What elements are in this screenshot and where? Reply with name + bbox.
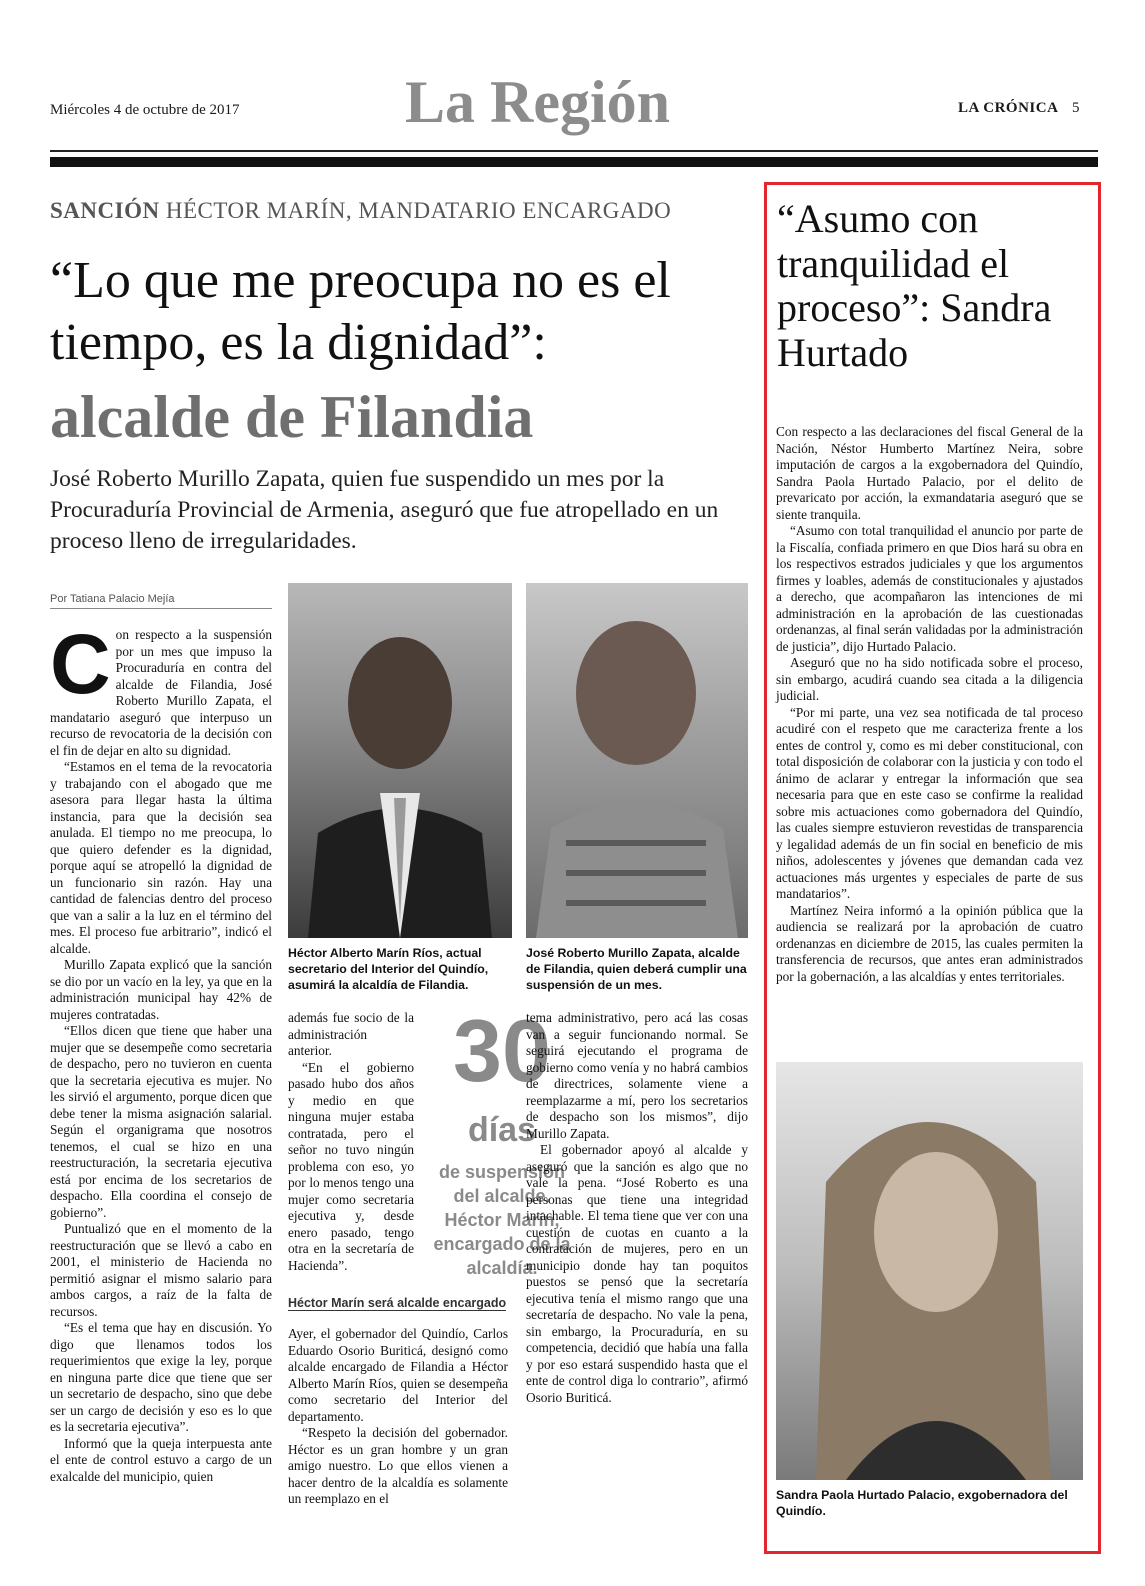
paragraph: Aseguró que no ha sido notificada sobre el proceso, sin embargo, acudirá cuando sea citada a la diligencia judicial. xyxy=(776,655,1083,703)
pullquote-text: de suspensión del alcalde. Héctor Marín, encargado de la alcaldía. xyxy=(433,1162,571,1278)
issue-date: Miércoles 4 de octubre de 2017 xyxy=(50,102,240,118)
paragraph: Informó que la queja interpuesta ante el ente de control estuvo a cargo de un exalcalde del municipio, quien xyxy=(50,1435,272,1484)
header-rule-thin xyxy=(50,150,1098,152)
photo-caption: José Roberto Murillo Zapata, alcalde de Filandia, quien deberá cumplir una suspensión de un mes. xyxy=(526,946,747,992)
sidebar-body xyxy=(776,424,1083,985)
sidebar-headline: “Asumo con tranquilidad el proceso”: Sandra Hurtado xyxy=(777,196,1052,375)
paragraph: “Asumo con total tranquilidad el anuncio por parte de la Fiscalía, confiada primero en que Dios hará su obra en los respectivos estrados judiciales y que los argumentos firmes y loables, además de constitucionales y ajustados a derecho, que acompañaron las intenciones de mi administración en la aprobación de las cuestionadas ordenanzas, al final serán validadas por la administración de justicia”, dijo Hurtado Palacio. xyxy=(776,523,1083,654)
paragraph: tema administrativo, pero acá las cosas van a seguir funcionando normal. Se seguirá ejecutando el programa de gobierno como venía y no habrá cambios de directrices, solamente viene a reemplazarme a mí, pero los secretarios de despacho son los mismos”, dijo Murillo Zapata. xyxy=(526,1010,748,1141)
paragraph: además fue socio de la administración anterior. xyxy=(288,1010,414,1058)
article-deck: José Roberto Murillo Zapata, quien fue suspendido un mes por la Procuraduría Provincial de Armenia, aseguró que fue atropellado en un proceso lleno de irregularidades. xyxy=(50,466,719,554)
page-number: 5 xyxy=(1072,100,1080,116)
article-subhead: Héctor Marín será alcalde encargado xyxy=(288,1296,507,1310)
article-kicker xyxy=(50,198,671,224)
photo-hector-marin xyxy=(288,583,512,938)
article-column-2 xyxy=(288,1010,414,1274)
pullquote-unit: días xyxy=(467,1111,537,1149)
section-masthead: La Región xyxy=(405,69,671,135)
photo-jose-murillo xyxy=(526,583,748,938)
paragraph: “Respeto la decisión del gobernador. Héctor es un gran hombre y un gran amigo nuestro. Lo que ellos vienen a hacer dentro de la alcaldía es solamente un reemplazo en el xyxy=(288,1425,508,1506)
paragraph: “Estamos en el tema de la revocatoria y trabajando con el abogado que me asesora para llegar hasta la última instancia, para que la decisión sea anulada. El tiempo no me preocupa, lo que quiero defender es la dignidad, porque aquí se atropelló la dignidad de un funcionario sin razón. Hay una cantidad de falencias dentro del proceso que van a salir a la luz en el término del mes. El proceso fue arbitrario”, indicó el alcalde. xyxy=(50,759,272,956)
portrait-silhouette-icon xyxy=(288,583,512,938)
paragraph: Ayer, el gobernador del Quindío, Carlos Eduardo Osorio Buriticá, designó como alcalde encargado de Filandia a Héctor Alberto Marín Ríos, quien se desempeña como secretario del Interior del departamento. xyxy=(288,1326,508,1424)
article-column-2-lower xyxy=(288,1326,508,1508)
photo-sandra-hurtado xyxy=(776,1062,1083,1480)
drop-cap: C xyxy=(50,617,111,711)
paragraph: El gobernador apoyó al alcalde y aseguró que la sanción es algo que no vale la pena. “José Roberto es una personas que tiene una integridad intachable. El tema tiene que ver con una cuestión de cuotas en cuanto a la contratación de mujeres, pero en un municipio donde hay tan poquitos puestos se pensó que la secretaría ejecutiva tenía el mismo rango que una secretaría de despacho. No vale la pena, sin embargo, la Procuraduría, en su competencia, decidió que había una falla y por eso estará suspendido hasta que el ente de control diga lo contrario”, afirmó Osorio Buriticá. xyxy=(526,1142,748,1405)
paragraph: Martínez Neira informó a la opinión pública que la audiencia se realizará por la aprobación de cuatro ordenanzas en diciembre de 2015, las cuales permiten la transferencia de recursos, que antes eran administrados por la gobernación, a las alcaldías y entes territoriales. xyxy=(776,902,1083,984)
article-column-1 xyxy=(50,617,272,1485)
paragraph: Con respecto a la suspensión por un mes que impuso la Procuraduría en contra del alcalde de Filandia, José Roberto Murillo Zapata, el mandatario aseguró que interpuso un recurso de revocatoria de la decisión con el fin de dejar en alto su dignidad. xyxy=(50,617,272,758)
article-headline-subject: alcalde de Filandia xyxy=(50,384,534,450)
paragraph: “Es el tema que hay en discusión. Yo digo que llenamos todos los requerimientos que exige la ley, porque en ninguna parte dice que tiene que ser un secretario de despacho, sino que debe ser un cargo de decisión y eso es lo que es la secretaria ejecutiva”. xyxy=(50,1320,272,1434)
newspaper-name: LA CRÓNICA xyxy=(958,100,1059,116)
kicker-tag: SANCIÓN xyxy=(50,198,160,223)
byline: Por Tatiana Palacio Mejía xyxy=(50,593,272,609)
paragraph: Puntualizó que en el momento de la reestructuración que se llevó a cabo en 2001, el ministerio de Hacienda no permitió asignar el mismo salario para ambos cargos, a raíz de la falta de recursos. xyxy=(50,1221,272,1319)
photo-caption: Sandra Paola Hurtado Palacio, exgobernadora del Quindío. xyxy=(776,1488,1068,1518)
paragraph: “Por mi parte, una vez sea notificada de tal proceso acudiré con el respeto que me caracteriza frente a los entes de control y, como es mi deber constitucional, con total disposición de colaborar con la justicia y con todo el ánimo de aclarar y entregar la información que sea necesaria para que en este caso se confirme la realidad sobre mis actuaciones como gobernadora del Quindío, las cuales siempre estuvieron revestidas de transparencia y legalidad además de un fin social en beneficio de mis niños, adolescentes y jóvenes que demandan cada vez actuaciones más urgentes y especiales de parte de sus mandatarios”. xyxy=(776,704,1083,901)
kicker-text: HÉCTOR MARÍN, MANDATARIO ENCARGADO xyxy=(165,198,672,223)
paragraph: Murillo Zapata explicó que la sanción se dio por un vacío en la ley, ya que en la administración municipal hay 42% de mujeres contratadas. xyxy=(50,957,272,1022)
paragraph: “En el gobierno pasado hubo dos años y medio en que ninguna mujer estaba contratada, pero el señor no tuvo ningún problema con eso, yo por lo menos tengo una mujer como secretaria ejecutiva y, desde enero pasado, tengo otra en la secretaría de Hacienda”. xyxy=(288,1059,414,1273)
portrait-silhouette-icon xyxy=(526,583,748,938)
header-rule-thick xyxy=(50,157,1098,167)
article-column-3 xyxy=(526,1010,748,1406)
pullquote-number: 30 xyxy=(453,1001,551,1100)
photo-caption: Héctor Alberto Marín Ríos, actual secretario del Interior del Quindío, asumirá la alcaldía de Filandia. xyxy=(288,946,489,992)
article-headline: “Lo que me preocupa no es el tiempo, es la dignidad”: xyxy=(50,252,671,371)
portrait-silhouette-icon xyxy=(776,1062,1083,1480)
paragraph: Con respecto a las declaraciones del fiscal General de la Nación, Néstor Humberto Martínez Neira, sobre imputación de cargos a la exgobernadora del Quindío, Sandra Paola Hurtado Palacio, por el delito de prevaricato por acción, la exmandataria aseguró que se siente tranquila. xyxy=(776,424,1083,522)
paragraph: “Ellos dicen que tiene que haber una mujer que se desempeñe como secretaria de despacho, pero no tuvieron en cuenta que la secretaria ejecutiva es mujer. No les sirvió el argumento, porque dicen que debe tener la misma asignación salarial. Según el organigrama que nosotros tenemos, el cual se hizo en una reestructuración, la secretaria ejecutiva está por encima de los secretarios de despacho. Ella coordina el consejo de gobierno”. xyxy=(50,1023,272,1220)
